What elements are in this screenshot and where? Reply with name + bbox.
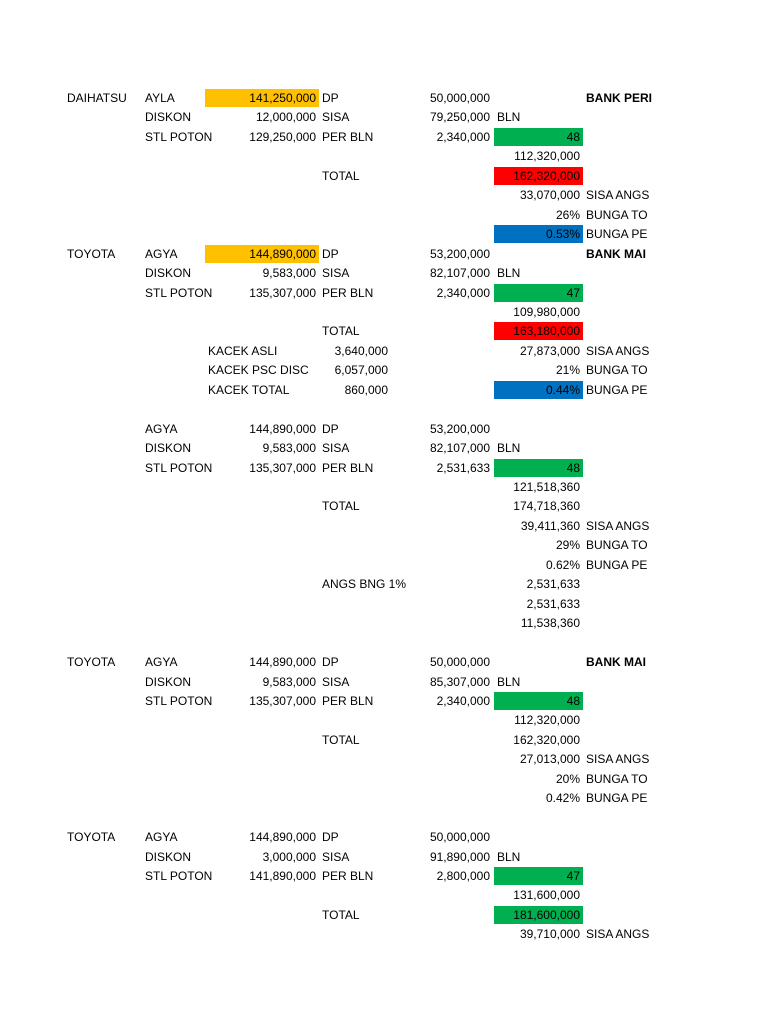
cell-e-29[interactable]: 50,000,000: [429, 655, 490, 669]
cell-f-5[interactable]: 33,070,000: [519, 188, 580, 202]
cell-f-14[interactable]: 21%: [555, 363, 580, 377]
cell-a-38[interactable]: TOYOTA: [67, 830, 116, 844]
cell-b-38[interactable]: AGYA: [145, 830, 178, 844]
cell-e-9[interactable]: 82,107,000: [429, 266, 490, 280]
cell-e-2[interactable]: 2,340,000: [436, 130, 490, 144]
cell-e-17[interactable]: 53,200,000: [429, 422, 490, 436]
cell-c-18[interactable]: 9,583,000: [262, 441, 316, 455]
cell-f-25[interactable]: 2,531,633: [526, 577, 580, 591]
cell-f-22[interactable]: 39,411,360: [520, 519, 580, 533]
cell-b-40[interactable]: STL POTON: [145, 869, 213, 883]
cell-d-39[interactable]: SISA: [322, 850, 350, 864]
cell-d-21[interactable]: TOTAL: [322, 499, 360, 513]
cell-c-8[interactable]: 144,890,000: [205, 245, 319, 263]
cell-e-38[interactable]: 50,000,000: [429, 830, 490, 844]
cell-f-34[interactable]: 27,013,000: [519, 752, 580, 766]
cell-d-33[interactable]: TOTAL: [322, 733, 360, 747]
cell-c-19[interactable]: 135,307,000: [249, 461, 316, 475]
cell-c-29[interactable]: 144,890,000: [249, 655, 316, 669]
cell-b-10[interactable]: STL POTON: [145, 286, 213, 300]
cell-g-34[interactable]: SISA ANGS: [586, 752, 650, 766]
cell-a-29[interactable]: TOYOTA: [67, 655, 116, 669]
cell-b-1[interactable]: DISKON: [145, 110, 192, 124]
cell-b-17[interactable]: AGYA: [145, 422, 178, 436]
cell-d-12[interactable]: TOTAL: [322, 324, 360, 338]
cell-b-39[interactable]: DISKON: [145, 850, 192, 864]
cell-e-40[interactable]: 2,800,000: [436, 869, 490, 883]
cell-c-31[interactable]: 135,307,000: [249, 694, 316, 708]
cell-c-10[interactable]: 135,307,000: [249, 286, 316, 300]
cell-b-8[interactable]: AGYA: [145, 247, 178, 261]
cell-d-30[interactable]: SISA: [322, 675, 350, 689]
cell-d-8[interactable]: DP: [322, 247, 339, 261]
cell-f-26[interactable]: 2,531,633: [526, 597, 580, 611]
cell-cd-13[interactable]: 3,640,000: [334, 344, 388, 358]
cell-b-19[interactable]: STL POTON: [145, 461, 213, 475]
cell-d-31[interactable]: PER BLN: [322, 694, 374, 708]
cell-f-42[interactable]: 181,600,000: [494, 906, 583, 924]
cell-g-23[interactable]: BUNGA TO: [586, 538, 648, 552]
cell-f-35[interactable]: 20%: [555, 772, 580, 786]
cell-a-0[interactable]: DAIHATSU: [67, 91, 127, 105]
cell-e-31[interactable]: 2,340,000: [436, 694, 490, 708]
cell-c-2[interactable]: 129,250,000: [249, 130, 316, 144]
cell-c-30[interactable]: 9,583,000: [262, 675, 316, 689]
cell-g-22[interactable]: SISA ANGS: [586, 519, 650, 533]
cell-f-27[interactable]: 11,538,360: [520, 616, 580, 630]
cell-d-2[interactable]: PER BLN: [322, 130, 374, 144]
cell-f-32[interactable]: 112,320,000: [514, 713, 580, 727]
cell-c-13[interactable]: KACEK ASLI: [208, 344, 278, 358]
cell-f-11[interactable]: 109,980,000: [513, 305, 580, 319]
cell-d-25[interactable]: ANGS BNG 1%: [322, 577, 407, 591]
cell-c-38[interactable]: 144,890,000: [249, 830, 316, 844]
cell-g-7[interactable]: BUNGA PE: [586, 227, 648, 241]
cell-f-40[interactable]: 47: [494, 867, 583, 885]
cell-d-29[interactable]: DP: [322, 655, 339, 669]
cell-f-1[interactable]: BLN: [497, 110, 521, 124]
cell-c-14[interactable]: KACEK PSC DISC: [208, 363, 309, 377]
cell-d-42[interactable]: TOTAL: [322, 908, 360, 922]
cell-e-10[interactable]: 2,340,000: [436, 286, 490, 300]
cell-f-9[interactable]: BLN: [497, 266, 521, 280]
cell-c-0[interactable]: 141,250,000: [205, 89, 319, 107]
cell-b-0[interactable]: AYLA: [145, 91, 175, 105]
cell-e-39[interactable]: 91,890,000: [429, 850, 490, 864]
cell-g-5[interactable]: SISA ANGS: [586, 188, 650, 202]
cell-cd-15[interactable]: 860,000: [344, 383, 388, 397]
cell-f-4[interactable]: 162,320,000: [494, 167, 583, 185]
cell-g-15[interactable]: BUNGA PE: [586, 383, 648, 397]
cell-d-0[interactable]: DP: [322, 91, 339, 105]
cell-g-29[interactable]: BANK MAI: [586, 655, 646, 669]
cell-f-30[interactable]: BLN: [497, 675, 521, 689]
cell-c-15[interactable]: KACEK TOTAL: [208, 383, 290, 397]
cell-g-6[interactable]: BUNGA TO: [586, 208, 648, 222]
cell-g-43[interactable]: SISA ANGS: [586, 927, 650, 941]
cell-e-18[interactable]: 82,107,000: [429, 441, 490, 455]
cell-c-17[interactable]: 144,890,000: [249, 422, 316, 436]
cell-c-39[interactable]: 3,000,000: [262, 850, 316, 864]
cell-f-7[interactable]: 0.53%: [494, 225, 583, 243]
cell-d-18[interactable]: SISA: [322, 441, 350, 455]
cell-f-12[interactable]: 163,180,000: [494, 322, 583, 340]
cell-e-8[interactable]: 53,200,000: [429, 247, 490, 261]
cell-f-3[interactable]: 112,320,000: [514, 149, 580, 163]
cell-f-24[interactable]: 0.62%: [545, 558, 580, 572]
cell-f-6[interactable]: 26%: [555, 208, 580, 222]
cell-a-8[interactable]: TOYOTA: [67, 247, 116, 261]
cell-d-9[interactable]: SISA: [322, 266, 350, 280]
cell-g-13[interactable]: SISA ANGS: [586, 344, 650, 358]
cell-f-39[interactable]: BLN: [497, 850, 521, 864]
cell-e-1[interactable]: 79,250,000: [429, 110, 490, 124]
cell-g-35[interactable]: BUNGA TO: [586, 772, 648, 786]
cell-c-9[interactable]: 9,583,000: [262, 266, 316, 280]
cell-b-18[interactable]: DISKON: [145, 441, 192, 455]
cell-b-29[interactable]: AGYA: [145, 655, 178, 669]
cell-d-10[interactable]: PER BLN: [322, 286, 374, 300]
cell-d-19[interactable]: PER BLN: [322, 461, 374, 475]
cell-f-21[interactable]: 174,718,360: [513, 499, 580, 513]
cell-b-9[interactable]: DISKON: [145, 266, 192, 280]
cell-b-2[interactable]: STL POTON: [145, 130, 213, 144]
cell-d-38[interactable]: DP: [322, 830, 339, 844]
cell-e-0[interactable]: 50,000,000: [429, 91, 490, 105]
cell-b-31[interactable]: STL POTON: [145, 694, 213, 708]
cell-f-43[interactable]: 39,710,000: [519, 927, 580, 941]
cell-f-33[interactable]: 162,320,000: [513, 733, 580, 747]
cell-d-17[interactable]: DP: [322, 422, 339, 436]
cell-f-2[interactable]: 48: [494, 128, 583, 146]
cell-f-18[interactable]: BLN: [497, 441, 521, 455]
cell-f-13[interactable]: 27,873,000: [519, 344, 580, 358]
cell-d-4[interactable]: TOTAL: [322, 169, 360, 183]
cell-e-30[interactable]: 85,307,000: [429, 675, 490, 689]
cell-f-23[interactable]: 29%: [555, 538, 580, 552]
cell-f-19[interactable]: 48: [494, 459, 583, 477]
cell-g-0[interactable]: BANK PERI: [586, 91, 653, 105]
cell-c-40[interactable]: 141,890,000: [249, 869, 316, 883]
cell-cd-14[interactable]: 6,057,000: [334, 363, 388, 377]
cell-f-10[interactable]: 47: [494, 284, 583, 302]
cell-d-1[interactable]: SISA: [322, 110, 350, 124]
cell-f-36[interactable]: 0.42%: [545, 791, 580, 805]
cell-f-15[interactable]: 0.44%: [494, 381, 583, 399]
cell-f-31[interactable]: 48: [494, 692, 583, 710]
cell-g-24[interactable]: BUNGA PE: [586, 558, 648, 572]
cell-d-40[interactable]: PER BLN: [322, 869, 374, 883]
cell-g-36[interactable]: BUNGA PE: [586, 791, 648, 805]
cell-b-30[interactable]: DISKON: [145, 675, 192, 689]
cell-f-41[interactable]: 131,600,000: [513, 888, 580, 902]
cell-c-1[interactable]: 12,000,000: [255, 110, 316, 124]
cell-e-19[interactable]: 2,531,633: [436, 461, 490, 475]
cell-f-20[interactable]: 121,518,360: [513, 480, 580, 494]
cell-g-14[interactable]: BUNGA TO: [586, 363, 648, 377]
cell-g-8[interactable]: BANK MAI: [586, 247, 646, 261]
